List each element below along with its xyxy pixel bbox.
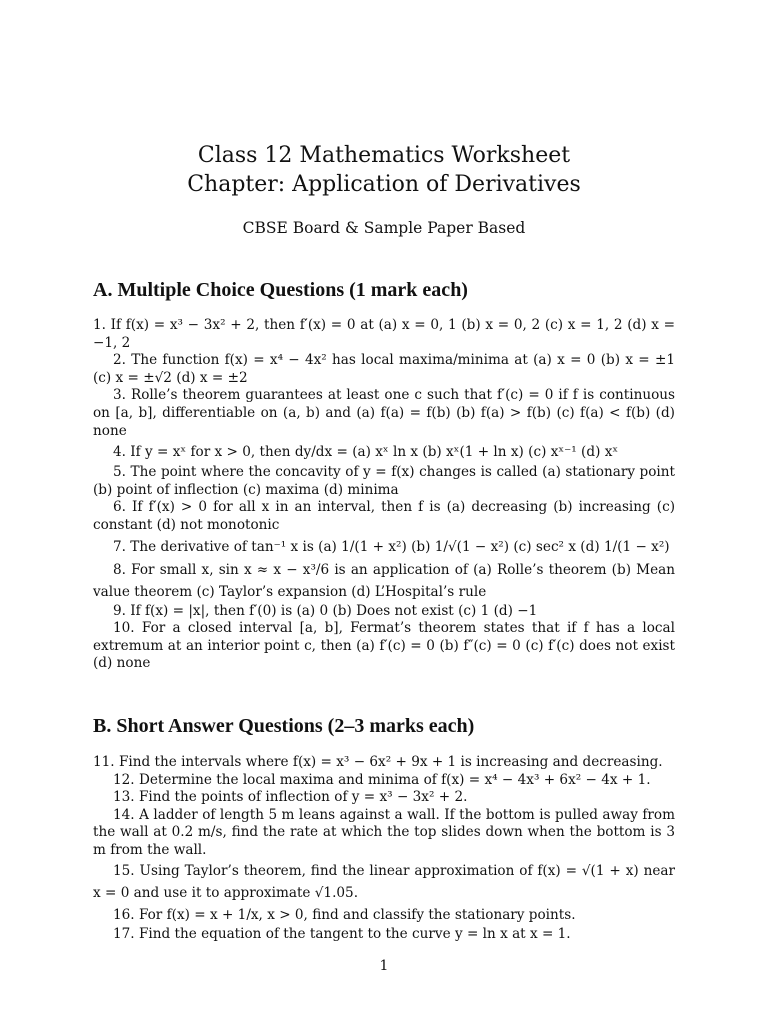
question-13: 13. Find the points of inflection of y = x³ − 3x² + 2. <box>113 789 468 806</box>
question-9: 9. If f(x) = |x|, then f′(0) is (a) 0 (b) Does not exist (c) 1 (d) −1 <box>113 602 538 619</box>
section-a-heading: A. Multiple Choice Questions (1 mark each) <box>93 279 468 301</box>
title-line-1: Class 12 Mathematics Worksheet <box>197 143 571 168</box>
section-b-questions <box>93 754 675 943</box>
question-2: 2. The function f(x) = x⁴ − 4x² has local maxima/minima at (a) x = 0 (b) x = ±1 (c) x = ±√2 (d) x = ±2 <box>93 352 675 386</box>
question-12: 12. Determine the local maxima and minima of f(x) = x⁴ − 4x³ + 6x² − 4x + 1. <box>113 771 651 788</box>
title-line-2: Chapter: Application of Derivatives <box>187 172 581 197</box>
question-1: 1. If f(x) = x³ − 3x² + 2, then f′(x) = 0 at (a) x = 0, 1 (b) x = 0, 2 (c) x = 1, 2 (d) x = −1, 2 <box>93 317 675 351</box>
question-17: 17. Find the equation of the tangent to the curve y = ln x at x = 1. <box>113 925 571 942</box>
question-15: 15. Using Taylor’s theorem, find the linear approximation of f(x) = √(1 + x) near x = 0 and use it to approximate √1.05. <box>93 862 675 901</box>
question-10: 10. For a closed interval [a, b], Fermat’s theorem states that if f has a local extremum at an interior point c, then (a) f′(c) = 0 (b) f″(c) = 0 (c) f′(c) does not exist (d) none <box>93 620 675 672</box>
page-title <box>93 141 675 199</box>
section-a-questions <box>93 317 675 673</box>
question-14: 14. A ladder of length 5 m leans against a wall. If the bottom is pulled away from the wall at 0.2 m/s, find the rate at which the top slides down when the bottom is 3 m from the wall. <box>93 806 675 858</box>
question-3: 3. Rolle’s theorem guarantees at least one c such that f′(c) = 0 if f is continuous on [a, b], differentiable on (a, b) and (a) f(a) = f(b) (b) f(a) > f(b) (c) f(a) < f(b) (d) none <box>93 387 675 439</box>
page-number: 1 <box>379 958 389 974</box>
question-8: 8. For small x, sin x ≈ x − x³/6 is an application of (a) Rolle’s theorem (b) Mean value theorem (c) Taylor’s expansion (d) L’Hospital’s rule <box>93 561 675 600</box>
question-6: 6. If f′(x) > 0 for all x in an interval, then f is (a) decreasing (b) increasing (c) constant (d) not monotonic <box>93 499 675 533</box>
question-16: 16. For f(x) = x + 1/x, x > 0, find and classify the stationary points. <box>113 906 576 923</box>
question-7: 7. The derivative of tan⁻¹ x is (a) 1/(1 + x²) (b) 1/√(1 − x²) (c) sec² x (d) 1/(1 − x²) <box>113 538 670 555</box>
question-11: 11. Find the intervals where f(x) = x³ − 6x² + 9x + 1 is increasing and decreasing. <box>93 754 663 770</box>
section-b-heading: B. Short Answer Questions (2–3 marks each) <box>93 715 475 737</box>
question-5: 5. The point where the concavity of y = f(x) changes is called (a) stationary point (b) point of inflection (c) maxima (d) minima <box>93 464 675 498</box>
page-subtitle: CBSE Board & Sample Paper Based <box>242 219 526 237</box>
question-4: 4. If y = xˣ for x > 0, then dy/dx = (a) xˣ ln x (b) xˣ(1 + ln x) (c) xˣ⁻¹ (d) xˣ <box>113 444 619 461</box>
